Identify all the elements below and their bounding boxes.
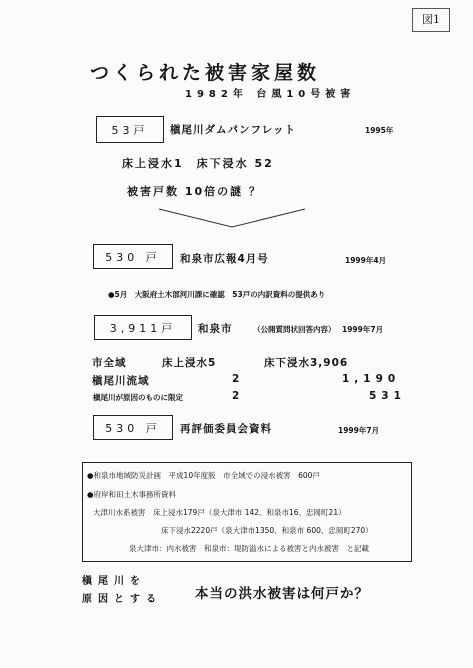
source-dam-pamphlet: 槇尾川ダムパンフレット [170,124,296,136]
city-row-label-2: 槇尾川流域 [92,375,150,387]
page-title: つくられた被害家屋数 [90,62,321,84]
note-line-1: ●和泉市地域防災計画 平成10年度版 市全域での浸水被害 600戸 [87,471,320,480]
bottom-left-line-2: 原因とする [82,594,162,605]
source-parenthetical: （公開質問状回答内容） [253,325,336,334]
city-row-label-1: 市全域 [92,357,127,369]
year-1999-jul-b: 1999年7月 [338,426,380,435]
city-row-b-2: 1,190 [342,373,401,385]
source-izumi-city: 和泉市 [198,323,233,335]
count-box-3911: 3,911戸 [94,315,192,340]
bottom-question: 本当の洪水被害は何戸か？ [195,586,369,602]
year-1999-jul-a: 1999年7月 [342,325,384,334]
mystery-label: 被害戸数 10倍の謎 ？ [127,185,262,198]
source-reevaluation-committee: 再評価委員会資料 [180,423,272,435]
note-line-5: 泉大津市：内水被害 和泉市：堤防溢水による被害と内水被害 と記載 [129,544,369,553]
note-line-3: 大津川水系被害 床上浸水179戸（泉大津市 142、和泉市16、忠岡町21） [93,508,346,517]
down-chevron-icon [157,207,307,229]
city-row-a-1: 床上浸水5 [162,357,217,369]
city-row-a-2: 2 [232,373,241,385]
flood-breakdown: 床上浸水1 床下浸水 52 [122,157,274,170]
city-row-label-3: 槇尾川が原因のものに限定 [93,393,183,402]
count-box-53: 53戸 [96,116,164,143]
note-line-2: ●府岸和田土木事務所資料 [87,490,177,499]
note-line-4: 床下浸水2220戸（泉大津市1350、和泉市 600、忠岡町270） [161,526,373,535]
page-subtitle: 1982年 台風10号被害 [185,89,356,100]
notes-box [82,462,412,562]
bottom-left-line-1: 槇尾川を [82,576,146,587]
count-box-530-a: 530 戸 [93,244,173,269]
city-row-b-1: 床下浸水3,906 [264,357,349,369]
year-1995: 1995年 [365,126,394,135]
source-city-bulletin: 和泉市広報4月号 [180,253,269,265]
figure-label: 図1 [412,8,450,32]
year-1999-apr: 1999年4月 [345,256,387,265]
city-row-b-3: 531 [369,390,406,402]
city-row-a-3: 2 [232,390,241,402]
note-may-confirmation: ●5月 大阪府土木部河川課に確認 53戸の内訳資料の提供あり [108,290,326,299]
count-box-530-b: 530 戸 [93,415,173,440]
